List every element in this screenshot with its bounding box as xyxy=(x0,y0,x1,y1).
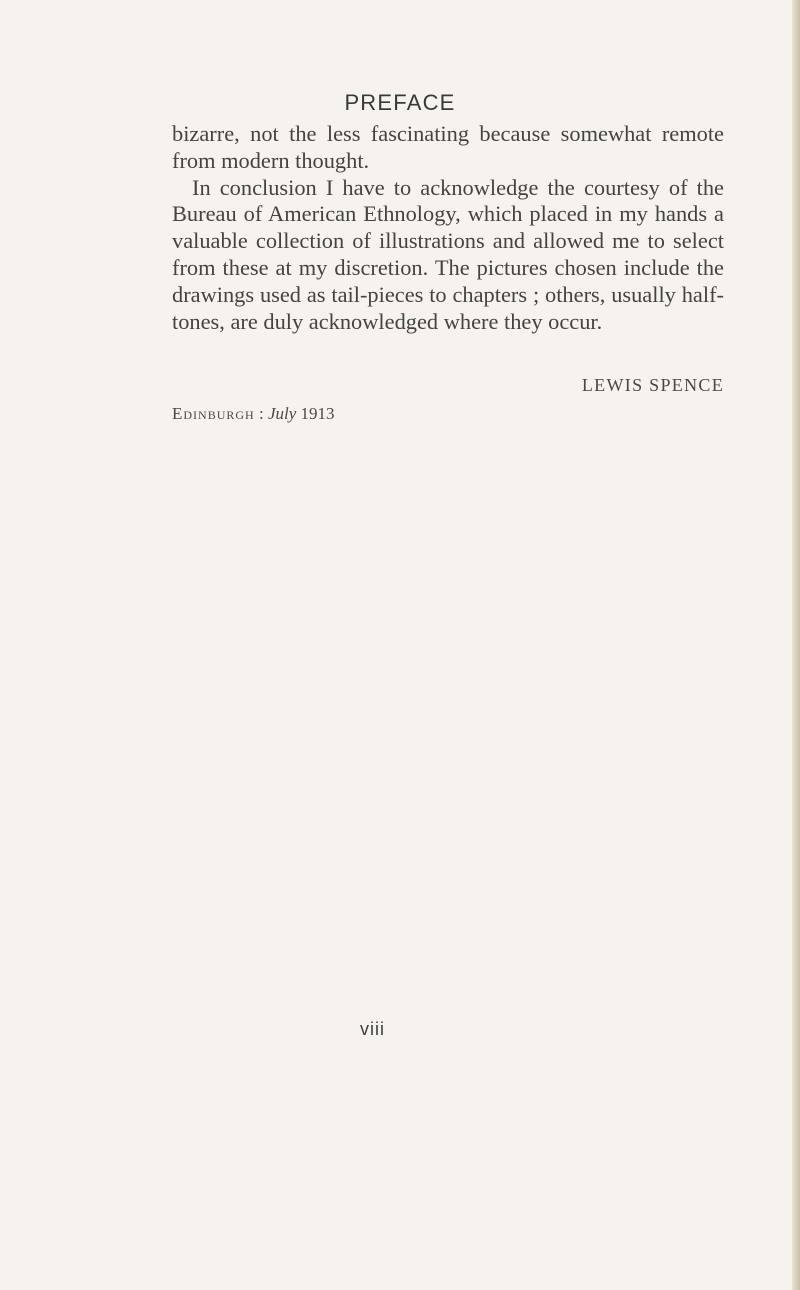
preface-text xyxy=(172,121,724,335)
place-date-line xyxy=(172,404,335,424)
paragraph-conclusion: In conclusion I have to acknowledge the courtesy of the Bureau of American Ethnology, which placed in my hands a valuable collection of illustrations and allowed me to select from these at my discretion. The pictures chosen include the drawings used as tail-pieces to chapters ; others, usually half-tones, are duly acknowledged where they occur. xyxy=(172,174,724,334)
paragraph-continuation: bizarre, not the less fascinating because somewhat remote from modern thought. xyxy=(172,121,724,173)
author-signature: LEWIS SPENCE xyxy=(581,375,724,395)
page-number: viii xyxy=(360,1019,385,1039)
place-date-separator: : xyxy=(254,404,268,423)
place-name: Edinburgh xyxy=(172,404,255,423)
page-edge xyxy=(792,0,800,1290)
running-head: PREFACE xyxy=(344,90,456,115)
date-month: July xyxy=(267,404,297,423)
date-year: 1913 xyxy=(296,404,335,423)
